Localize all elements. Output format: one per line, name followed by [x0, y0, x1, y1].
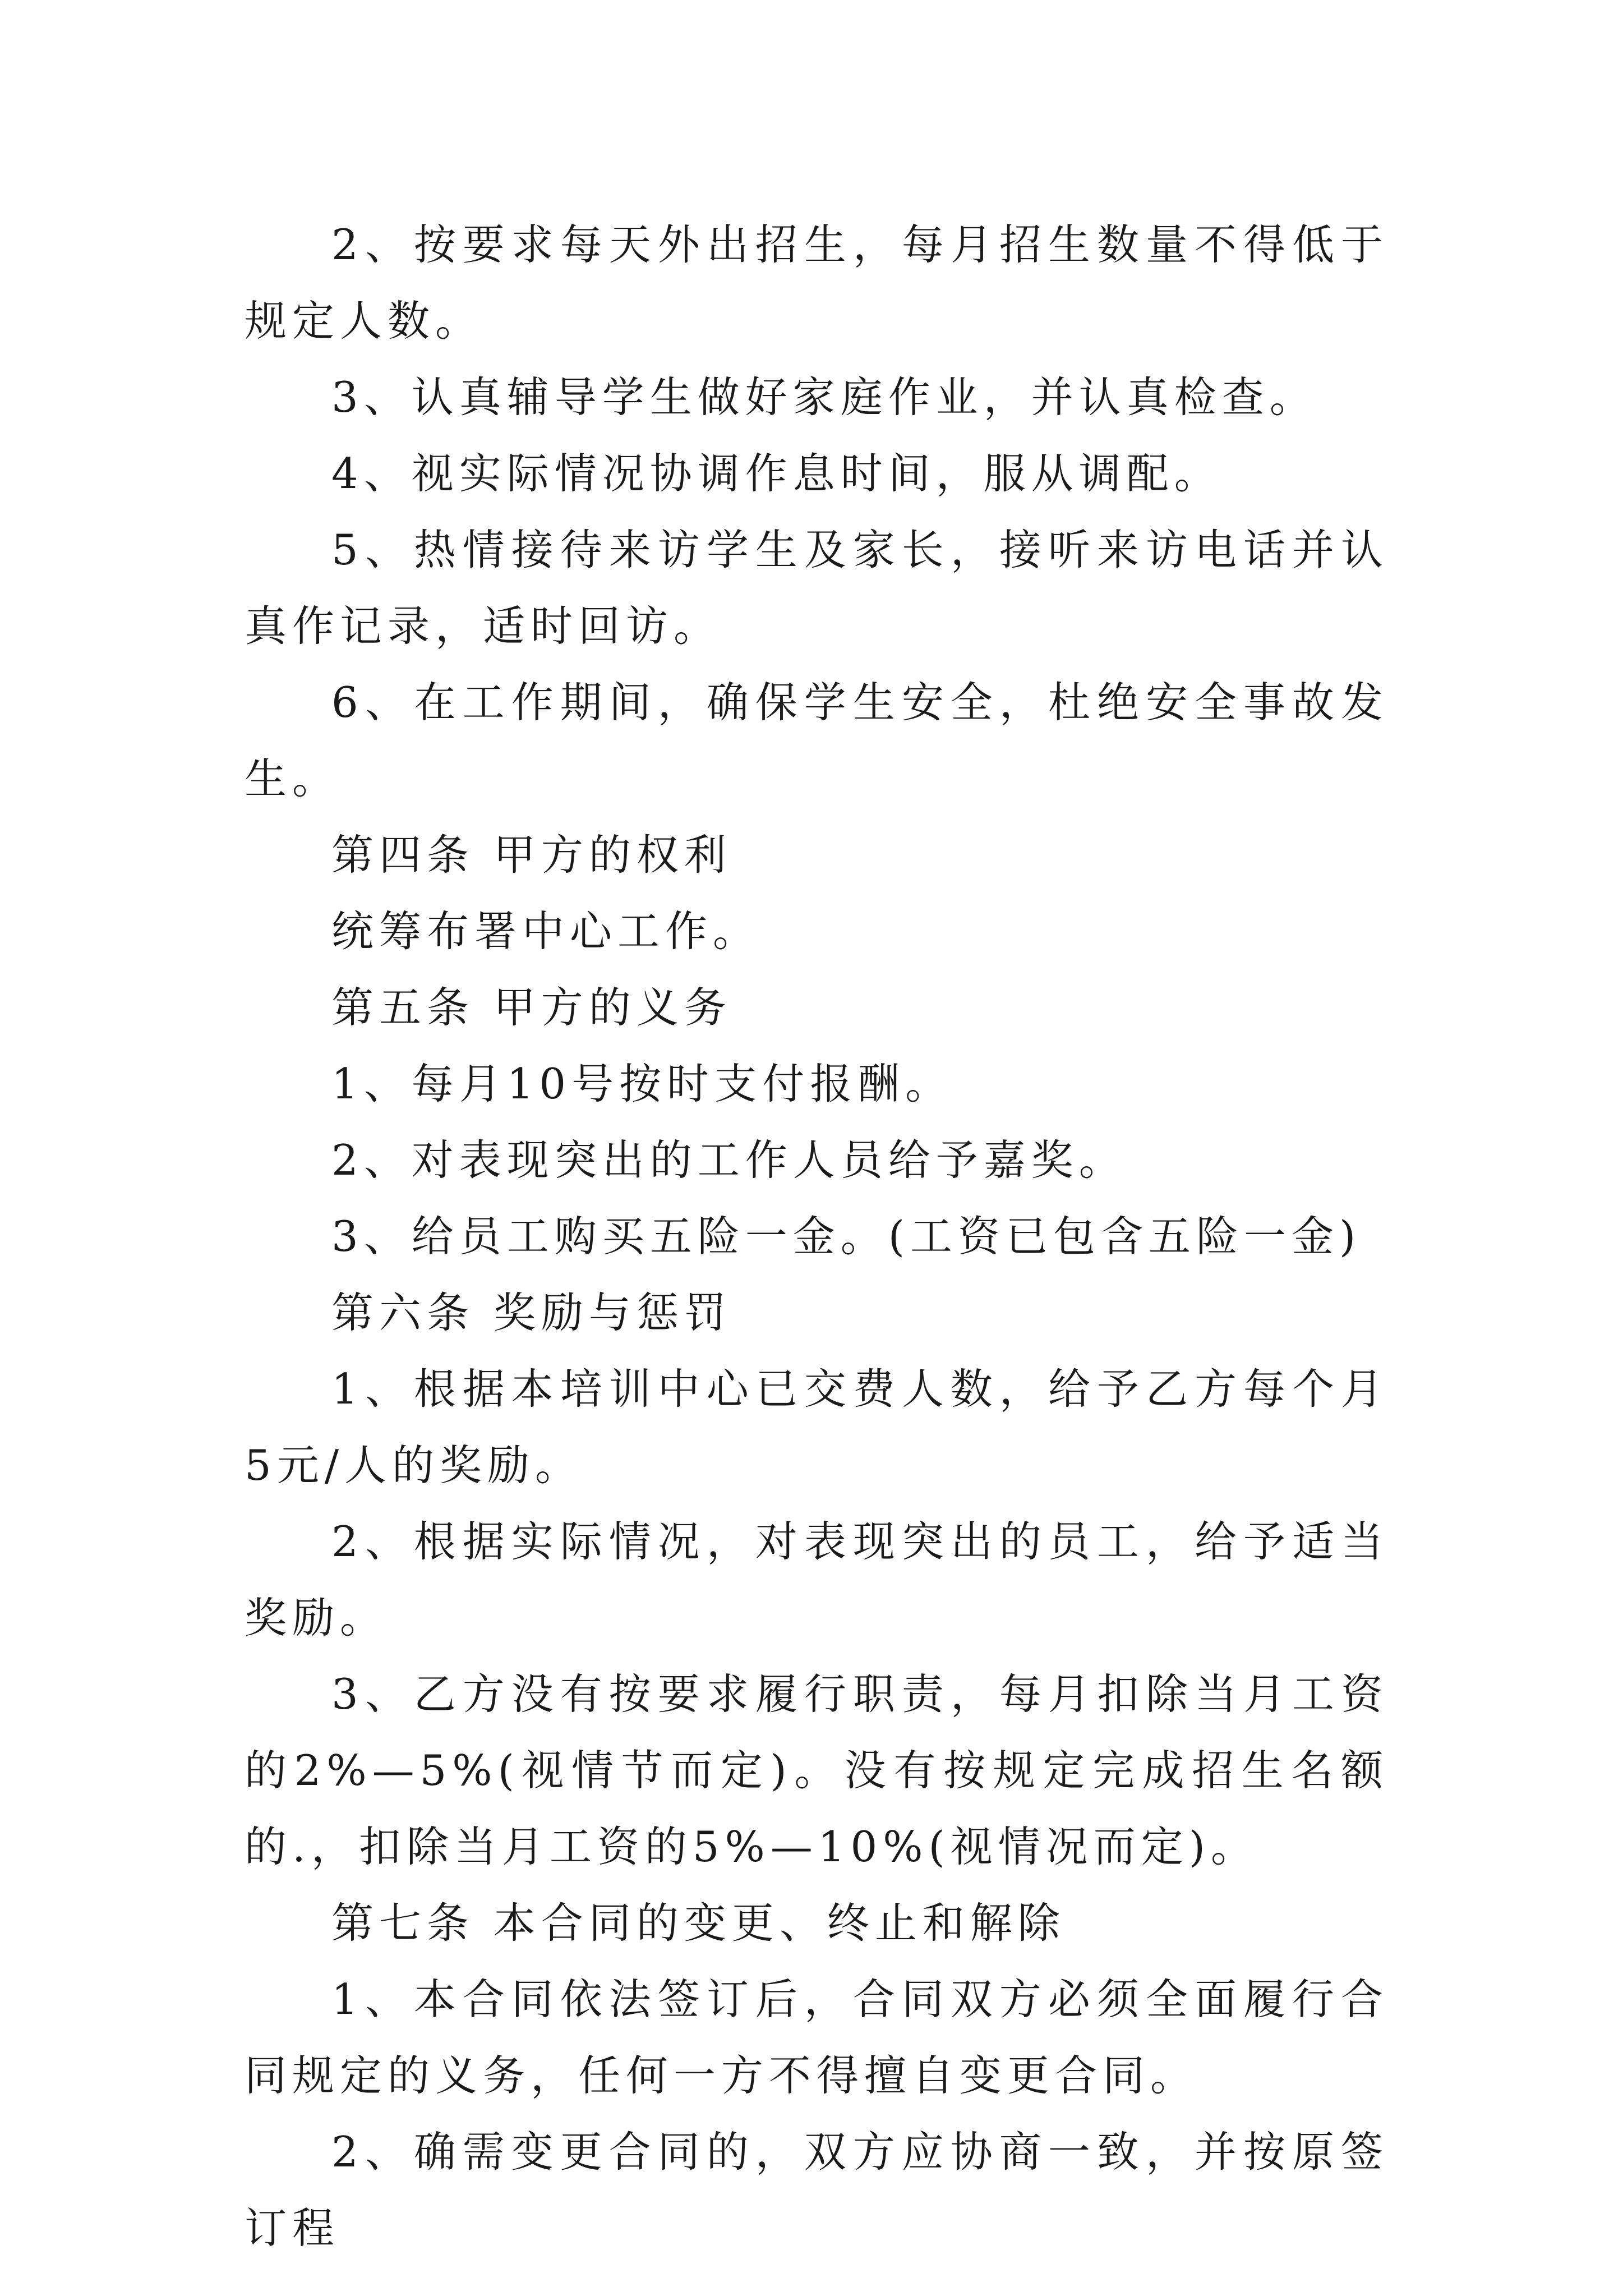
article-heading: 第四条 甲方的权利	[331, 830, 732, 880]
clause-paragraph: 2、根据实际情况，对表现突出的员工，给予适当奖励。	[245, 1517, 1389, 1642]
clause-paragraph: 1、根据本培训中心已交费人数，给予乙方每个月5元/人的奖励。	[245, 1364, 1389, 1490]
clause-paragraph: 2、对表现突出的工作人员给予嘉奖。	[331, 1135, 1127, 1185]
clause-paragraph: 4、视实际情况协调作息时间，服从调配。	[331, 449, 1222, 498]
clause-paragraph: 5、热情接待来访学生及家长，接听来访电话并认真作记录，适时回访。	[245, 525, 1389, 651]
clause-paragraph: 6、在工作期间，确保学生安全，杜绝安全事故发生。	[245, 678, 1389, 803]
article-heading: 第六条 奖励与惩罚	[331, 1288, 732, 1337]
article-heading: 第七条 本合同的变更、终止和解除	[331, 1898, 1066, 1948]
clause-paragraph: 1、本合同依法签订后，合同双方必须全面履行合同规定的义务，任何一方不得擅自变更合同。	[245, 1975, 1389, 2100]
clause-paragraph: 2、确需变更合同的，双方应协商一致，并按原签订程	[245, 2127, 1389, 2253]
clause-paragraph: 1、每月10号按时支付报酬。	[331, 1059, 953, 1108]
document-body	[245, 206, 1389, 2266]
clause-paragraph: 3、认真辅导学生做好家庭作业，并认真检查。	[331, 372, 1317, 422]
clause-paragraph: 3、乙方没有按要求履行职责，每月扣除当月工资的2%—5%(视情节而定)。没有按规定完成招生名额的.，扣除当月工资的5%—10%(视情况而定)。	[245, 1669, 1389, 1871]
clause-paragraph: 2、按要求每天外出招生，每月招生数量不得低于规定人数。	[245, 220, 1389, 346]
clause-paragraph: 统筹布署中心工作。	[331, 907, 761, 956]
clause-paragraph: 3、给员工购买五险一金。(工资已包含五险一金)	[331, 1212, 1362, 1261]
article-heading: 第五条 甲方的义务	[331, 983, 732, 1032]
